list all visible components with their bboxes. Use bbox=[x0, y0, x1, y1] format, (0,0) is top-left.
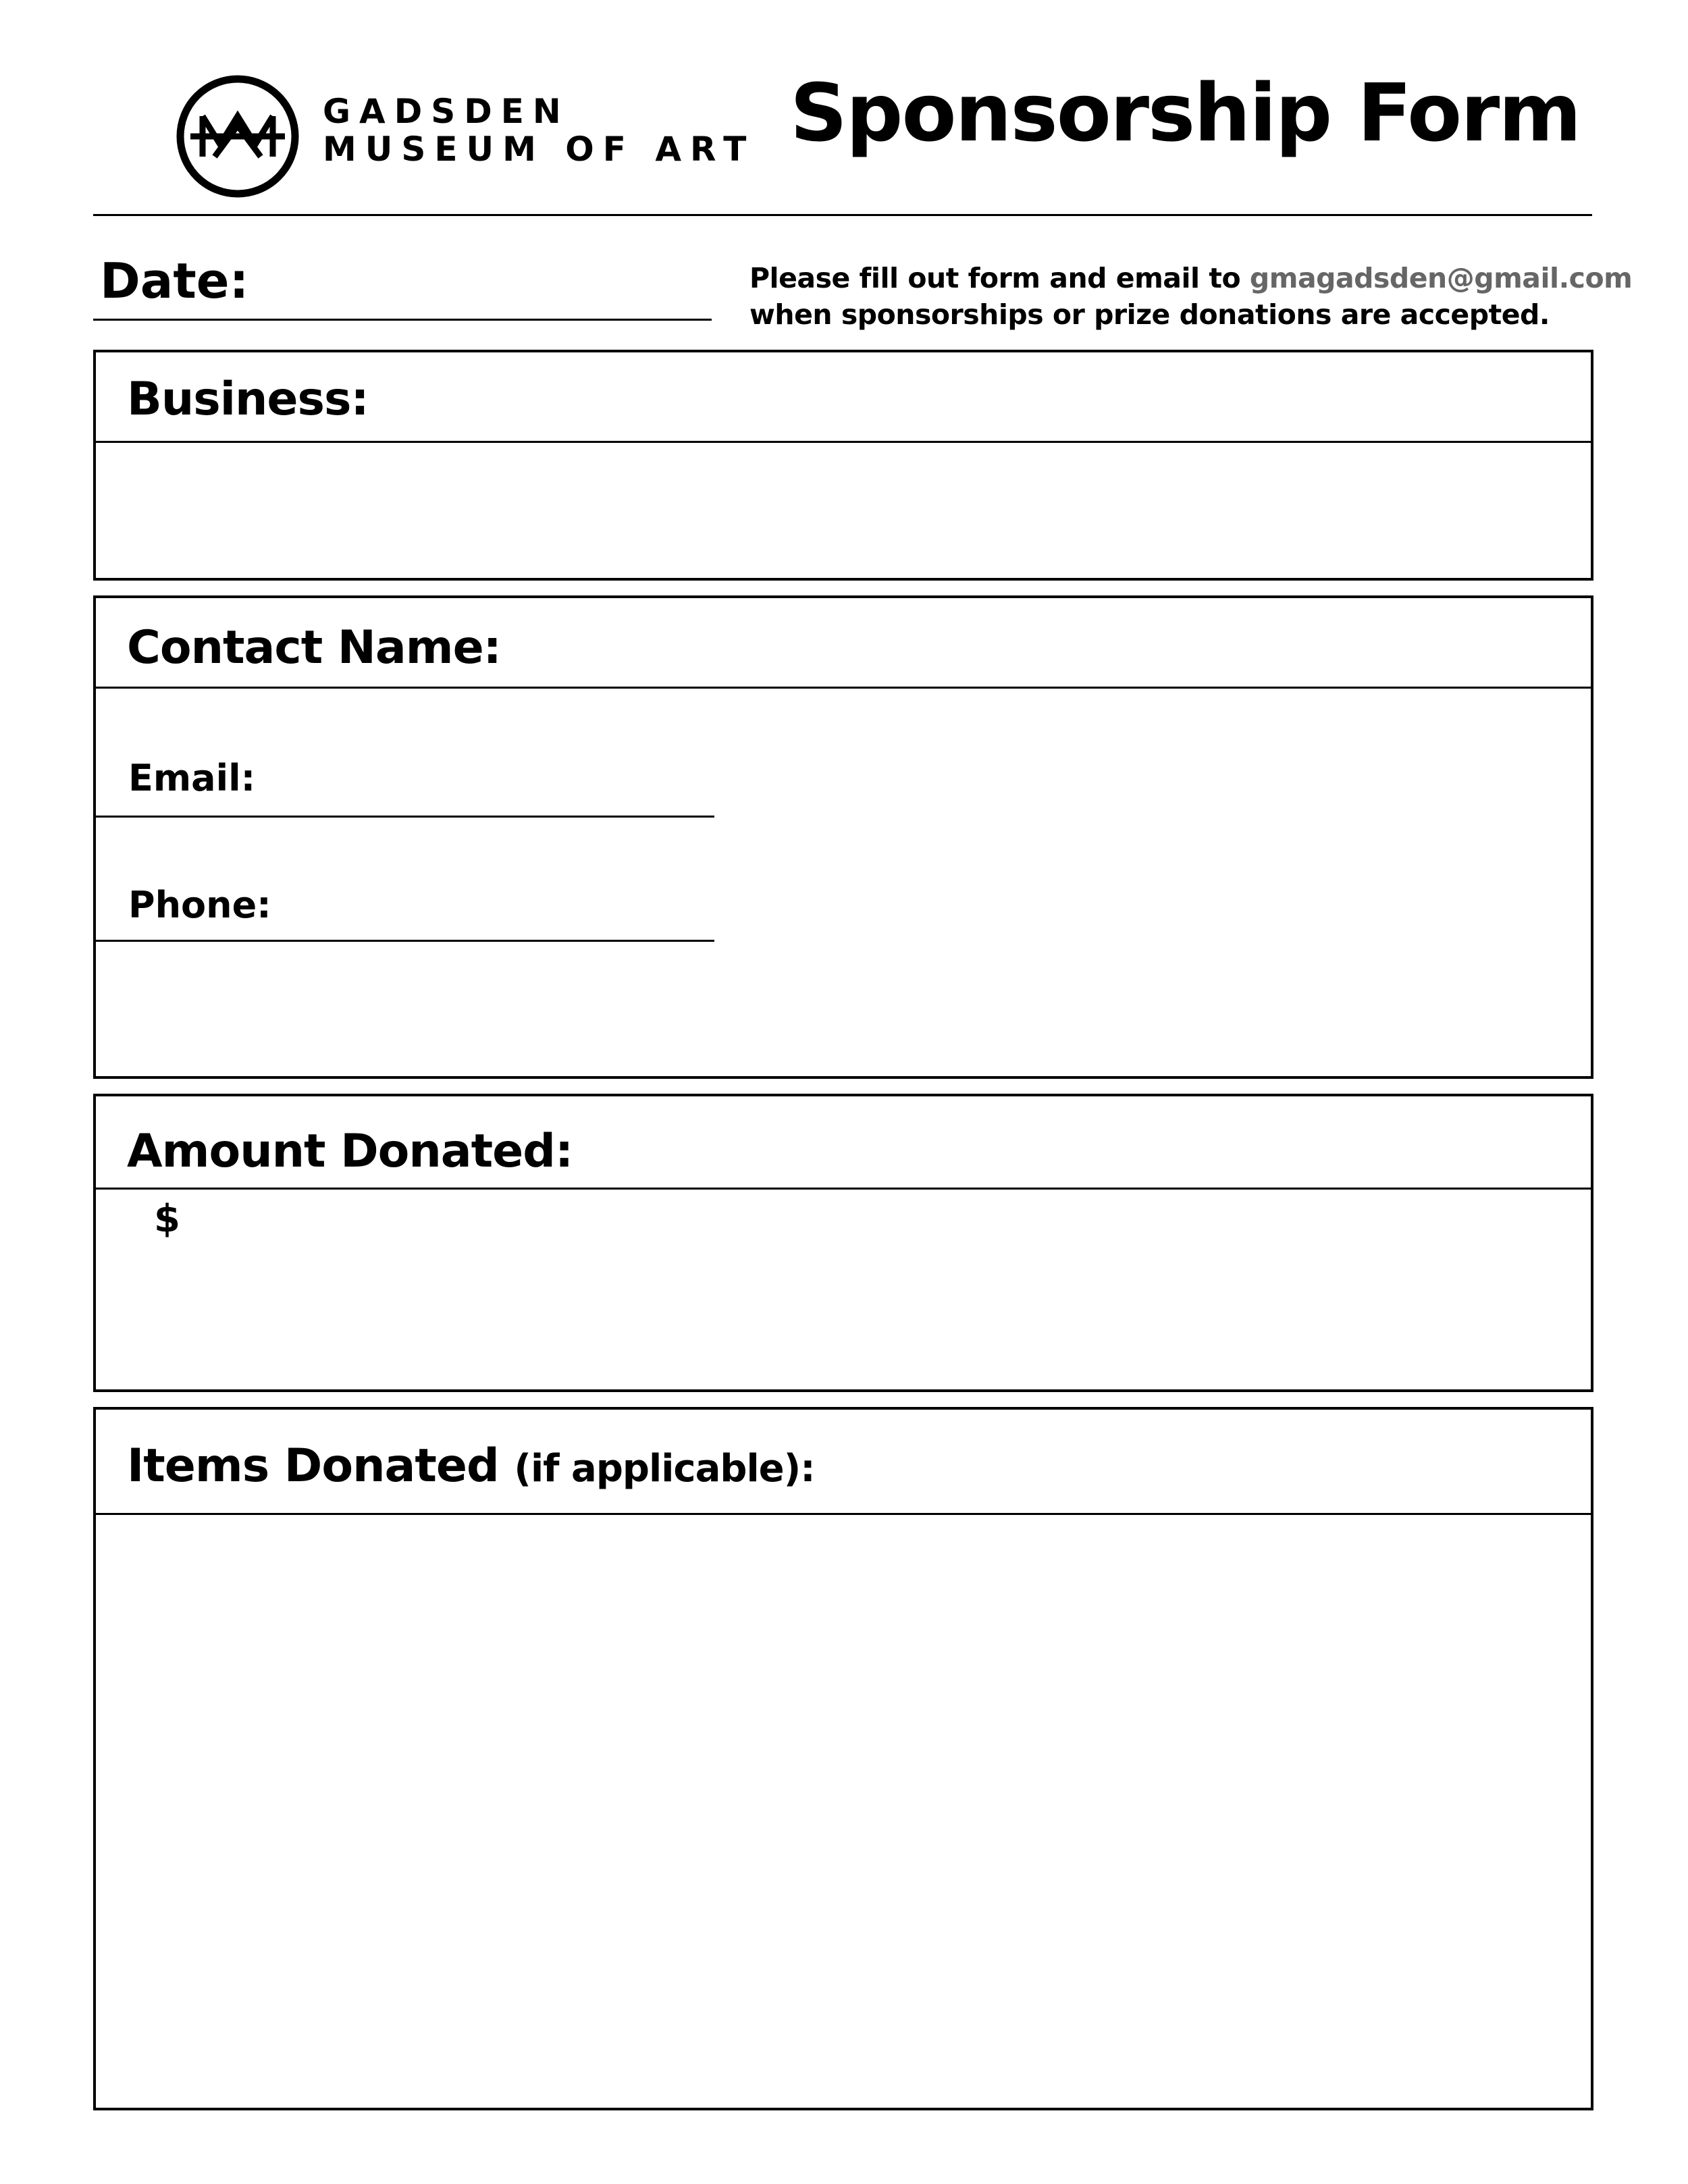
phone-label: Phone: bbox=[128, 884, 271, 926]
instructions-line2: when sponsorships or prize donations are accepted. bbox=[749, 298, 1550, 331]
logo-text-gadsden: GADSDEN bbox=[323, 92, 570, 131]
date-field[interactable] bbox=[93, 250, 712, 320]
contact-header bbox=[96, 598, 1591, 689]
date-underline bbox=[93, 319, 712, 321]
currency-symbol: $ bbox=[154, 1197, 180, 1241]
items-section bbox=[93, 1407, 1593, 2110]
instructions bbox=[749, 260, 1632, 333]
business-field[interactable] bbox=[96, 443, 1591, 578]
contact-name-label: Contact Name: bbox=[127, 621, 501, 674]
items-field[interactable] bbox=[96, 1515, 1591, 2108]
amount-header bbox=[96, 1096, 1591, 1190]
email-label: Email: bbox=[128, 757, 256, 799]
header-divider bbox=[93, 214, 1592, 216]
contact-section bbox=[93, 595, 1593, 1079]
email-field[interactable] bbox=[96, 756, 714, 821]
date-label: Date: bbox=[100, 252, 249, 309]
items-donated-note: (if applicable): bbox=[514, 1447, 815, 1491]
amount-section bbox=[93, 1094, 1593, 1392]
business-header bbox=[96, 352, 1591, 443]
business-label: Business: bbox=[127, 373, 369, 426]
gadsden-museum-logo-icon bbox=[176, 74, 300, 198]
contact-name-field[interactable] bbox=[96, 689, 1591, 756]
items-donated-label bbox=[127, 1439, 815, 1493]
email-underline bbox=[96, 816, 714, 818]
phone-field[interactable] bbox=[96, 821, 714, 942]
contact-email-link[interactable]: gmagadsden@gmail.com bbox=[1249, 262, 1633, 294]
instructions-prefix: Please fill out form and email to bbox=[749, 262, 1250, 294]
amount-donated-label: Amount Donated: bbox=[127, 1125, 573, 1178]
amount-field[interactable] bbox=[96, 1190, 1591, 1389]
form-title: Sponsorship Form bbox=[790, 66, 1581, 159]
logo-text-museum-of-art: MUSEUM OF ART bbox=[323, 130, 756, 169]
business-section bbox=[93, 350, 1593, 581]
phone-underline bbox=[96, 940, 714, 942]
items-header bbox=[96, 1410, 1591, 1515]
items-donated-title: Items Donated bbox=[127, 1439, 499, 1493]
